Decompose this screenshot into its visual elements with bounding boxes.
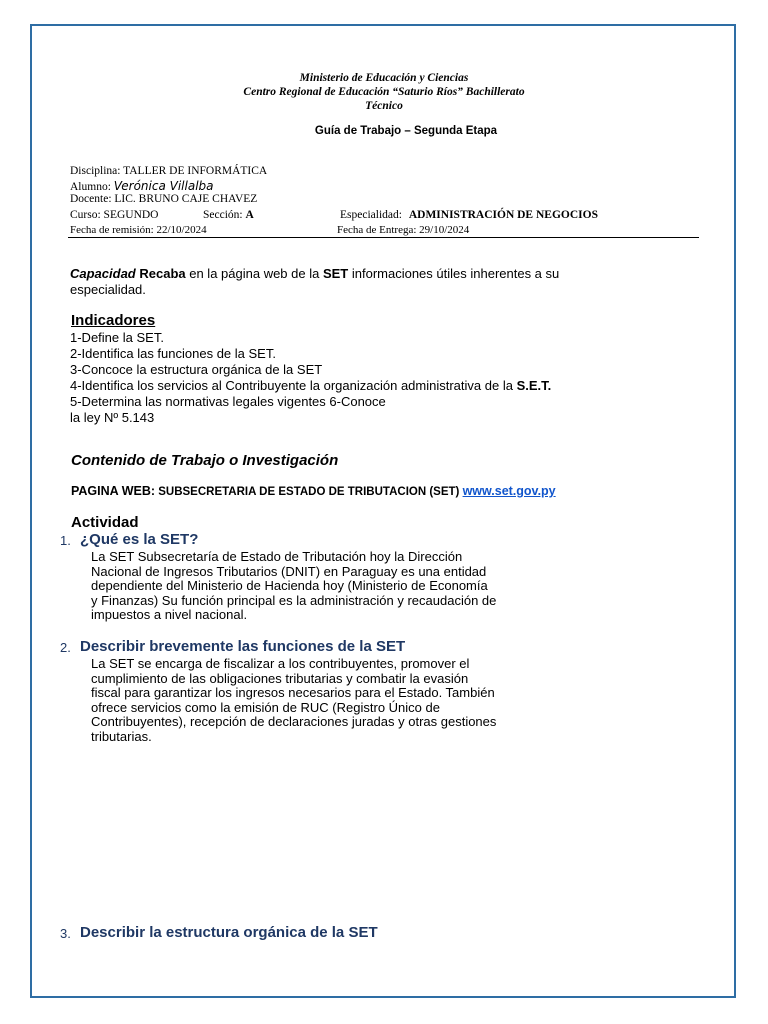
answer-line: Contribuyentes), recepción de declaraciones juradas y otras gestiones (91, 714, 497, 730)
guide-title: Guía de Trabajo – Segunda Etapa (314, 125, 498, 137)
pagina-web-line (71, 484, 556, 498)
header-divider (68, 237, 699, 238)
answer-line: Nacional de Ingresos Tributarios (DNIT) en Paraguay es una entidad (91, 563, 487, 579)
answer-line: cumplimiento de las obligaciones tributarias y combatir la evasión (91, 670, 469, 686)
indicador-item (70, 378, 551, 393)
q3-number: 3. (60, 926, 71, 941)
capacidad-line2: especialidad. (70, 282, 146, 297)
capacidad-line (70, 266, 559, 282)
q1-title: ¿Qué es la SET? (80, 531, 199, 548)
seccion-value: A (245, 209, 254, 221)
q2-title: Describir brevemente las funciones de la SET (80, 638, 406, 655)
fecha-entrega-row (337, 224, 469, 236)
indicador-item: 1-Define la SET. (70, 330, 164, 345)
answer-line: La SET Subsecretaría de Estado de Tributación hoy la Dirección (91, 549, 463, 564)
fecha-entrega-value: 29/10/2024 (419, 224, 470, 236)
disciplina-value: TALLER DE INFORMÁTICA (123, 165, 268, 177)
q3-title: Describir la estructura orgánica de la SET (80, 924, 378, 941)
answer-line: y Finanzas) Su función principal es la administración y recaudación de (91, 592, 497, 608)
curso-row (70, 209, 159, 221)
seccion-label: Sección: (203, 209, 243, 221)
answer-line: La SET se encarga de fiscalizar a los contribuyentes, promover el (91, 656, 470, 671)
capacidad-set: SET (322, 266, 349, 281)
docente-value: LIC. BRUNO CAJE CHAVEZ (114, 193, 258, 205)
answer-line: tributarias. (91, 728, 152, 744)
answer-line: impuestos a nivel nacional. (91, 607, 248, 623)
set-website-link[interactable]: www.set.gov.py (462, 484, 556, 498)
q2-number: 2. (60, 640, 71, 655)
school-line-cont: Técnico (365, 100, 403, 112)
especialidad-row (340, 209, 598, 221)
fecha-remision-row (70, 224, 207, 236)
pagina-web-text: SUBSECRETARIA DE ESTADO DE TRIBUTACION (SET) (155, 486, 463, 498)
contenido-title: Contenido de Trabajo o Investigación (71, 452, 339, 469)
docente-row (70, 193, 257, 205)
fecha-remision-label: Fecha de remisión: (70, 224, 154, 236)
answer-line: dependiente del Ministerio de Hacienda hoy (Ministerio de Economía (91, 578, 488, 594)
fecha-remision-value: 22/10/2024 (156, 224, 207, 236)
indicador-4-bold: S.E.T. (516, 378, 552, 393)
especialidad-label: Especialidad: (340, 209, 402, 221)
school-line: Centro Regional de Educación “Saturio Ríos” Bachillerato (243, 86, 525, 98)
actividad-title: Actividad (71, 514, 139, 531)
especialidad-value: ADMINISTRACIÓN DE NEGOCIOS (408, 209, 598, 221)
q2-answer (91, 657, 496, 745)
indicador-item: 5-Determina las normativas legales vigentes 6-Conoce (70, 394, 386, 409)
fecha-entrega-label: Fecha de Entrega: (337, 224, 417, 236)
capacidad-text1: en la página web de la (185, 266, 323, 281)
curso-label: Curso: (70, 209, 101, 221)
capacidad-text2: informaciones útiles inherentes a su (348, 266, 560, 281)
indicador-4-text: 4-Identifica los servicios al Contribuyente la organización administrativa de la (70, 378, 517, 393)
disciplina-row (70, 165, 267, 177)
docente-label: Docente: (70, 193, 112, 205)
alumno-row (70, 179, 214, 193)
seccion-row (203, 209, 254, 221)
capacidad-label: Capacidad (70, 266, 136, 281)
alumno-label: Alumno: (70, 181, 111, 193)
indicador-item: 2-Identifica las funciones de la SET. (70, 346, 276, 361)
indicador-item: la ley Nº 5.143 (70, 410, 155, 425)
disciplina-label: Disciplina: (70, 165, 121, 177)
capacidad-verb: Recaba (139, 266, 186, 281)
answer-line: ofrece servicios como la emisión de RUC (Registro Único de (91, 699, 440, 715)
curso-value: SEGUNDO (103, 209, 159, 221)
q1-answer (91, 550, 496, 623)
q1-number: 1. (60, 533, 71, 548)
pagina-web-label: PAGINA WEB: (71, 484, 156, 498)
indicador-item: 3-Concoce la estructura orgánica de la SET (70, 362, 323, 377)
answer-line: fiscal para garantizar los ingresos necesarios para el Estado. También (91, 685, 495, 701)
indicadores-title: Indicadores (71, 312, 156, 329)
ministry-line: Ministerio de Educación y Ciencias (299, 72, 469, 84)
alumno-value: Verónica Villalba (113, 179, 214, 193)
